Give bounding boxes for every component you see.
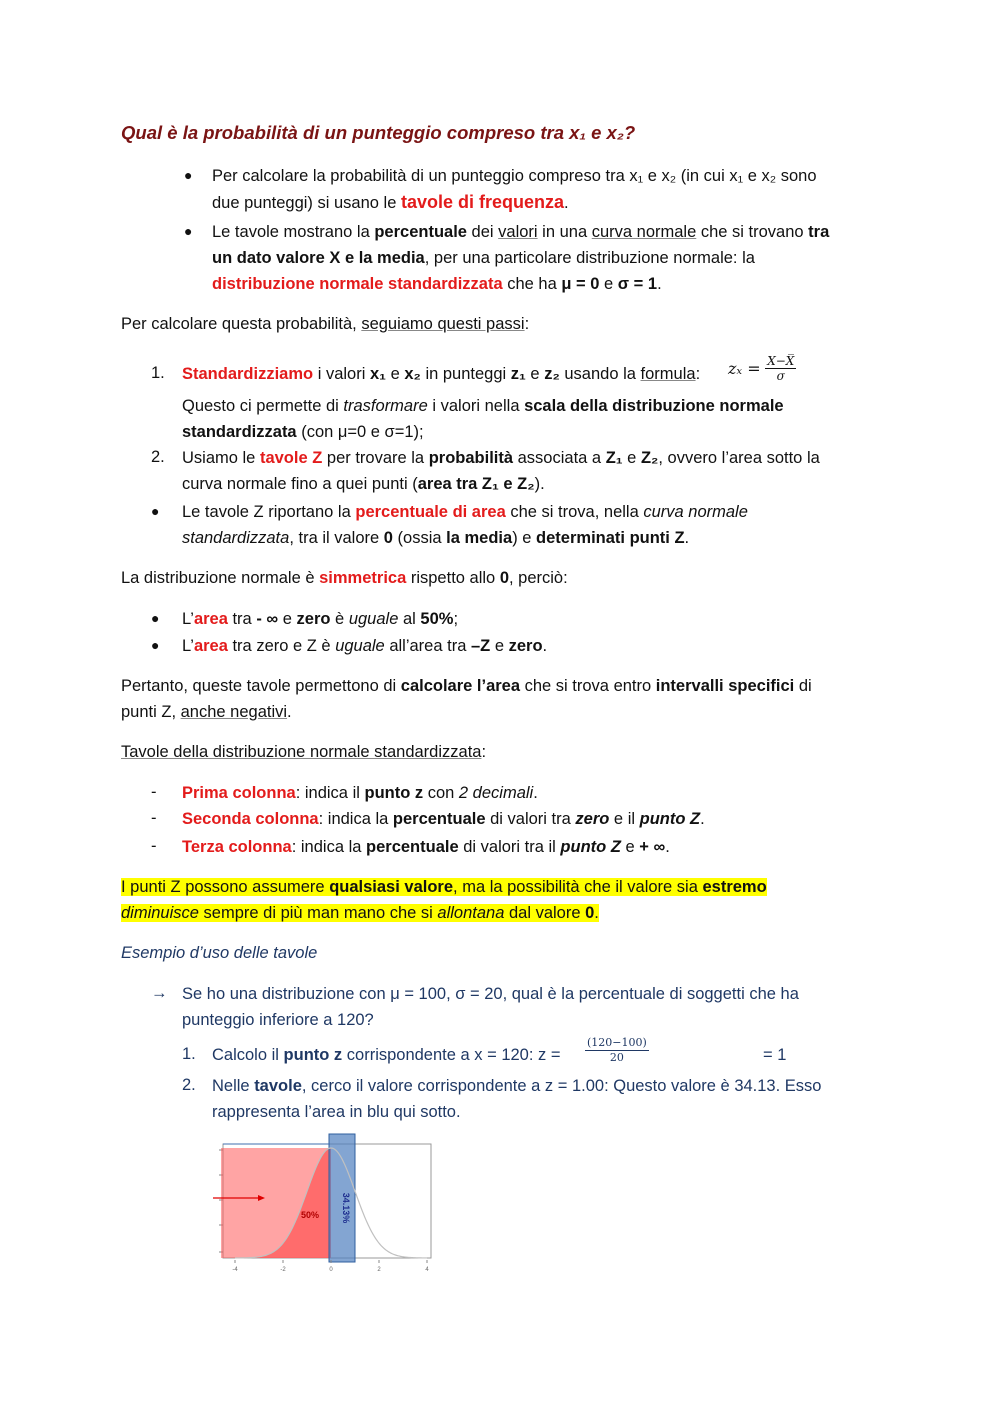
example-step-1-result: = 1 [763,1046,787,1064]
dash: - [151,783,157,801]
step-1-line1: Standardizziamo i valori x₁ e x₂ in punteggi z₁ e z₂ usando la formula: [182,365,701,383]
steps-intro: Per calcolare questa probabilità, seguiamo questi passi: [121,315,530,333]
normal-curve-chart [205,1130,440,1275]
x-tick-label: -4 [232,1267,238,1273]
intro-bullet-2-line1: Le tavole mostrano la percentuale dei valori in una curva normale che si trovano tra [212,223,830,241]
example-step-1: Calcolo il punto z corrispondente a x = 120: z = [212,1046,561,1064]
label-34-percent: 34.13% [341,1192,351,1224]
x-axis-ticks [232,1260,429,1273]
x-tick-label: 0 [329,1267,333,1273]
label-50-percent: 50% [301,1210,320,1220]
symmetry-bullet-1: L’area tra - ∞ e zero è uguale al 50%; [182,610,459,628]
intro-bullet-1-line2: due punteggi) si usano le tavole di frequenza. [212,192,569,212]
example-heading: Esempio d’uso delle tavole [121,944,318,962]
example-question-line2: punteggio inferiore a 120? [182,1011,374,1029]
symmetry-paragraph: La distribuzione normale è simmetrica rispetto allo 0, perciò: [121,569,568,587]
page-title: Qual è la probabilità di un punteggio compreso tra x₁ e x₂? [121,122,636,143]
tables-z-bullet-line1: Le tavole Z riportano la percentuale di area che si trova, nella curva normale [182,503,748,521]
bullet-dot: ● [151,637,160,653]
step-1-line2: Questo ci permette di trasformare i valori nella scala della distribuzione normale [182,397,784,415]
pertanto-line2: punti Z, anche negativi. [121,703,292,721]
example-step-2-line1: Nelle tavole, cerco il valore corrispondente a z = 1.00: Questo valore è 34.13. Esso [212,1077,822,1095]
step-2-number: 2. [151,448,165,466]
bullet-dot: ● [184,167,193,183]
column-3-desc: Terza colonna: indica la percentuale di valori tra il punto Z e + ∞. [182,838,670,856]
bullet-dot: ● [151,610,160,626]
z-formula: zₓ = $\frac{X-X̅}{\sigma}$ [728,354,795,383]
column-2-desc: Seconda colonna: indica la percentuale di valori tra zero e il punto Z. [182,810,705,828]
dash: - [151,837,157,855]
example-step-2-number: 2. [182,1076,196,1094]
dash: - [151,809,157,827]
x-tick-label: -2 [280,1267,286,1273]
tables-heading: Tavole della distribuzione normale standardizzata: [121,743,487,761]
highlight-line1: I punti Z possono assumere qualsiasi valore, ma la possibilità che il valore sia estremo [121,878,767,896]
highlight-line2: diminuisce sempre di più man mano che si allontana dal valore 0. [121,904,599,922]
intro-bullet-1-line1: Per calcolare la probabilità di un punteggio compreso tra x₁ e x₂ (in cui x₁ e x₂ sono [212,167,817,185]
x-tick-label: 4 [425,1267,429,1273]
bullet-dot: ● [184,223,193,239]
step-2-line1: Usiamo le tavole Z per trovare la probabilità associata a Z₁ e Z₂, ovvero l’area sotto la [182,449,820,467]
x-tick-label: 2 [377,1267,381,1273]
example-question-line1: Se ho una distribuzione con μ = 100, σ = 20, qual è la percentuale di soggetti che ha [182,985,799,1003]
step-2-line2: curva normale fino a quei punti (area tra Z₁ e Z₂). [182,475,545,493]
intro-bullet-2-line2: un dato valore X e la media, per una particolare distribuzione normale: la [212,249,755,267]
tables-z-bullet-line2: standardizzata, tra il valore 0 (ossia la media) e determinati punti Z. [182,529,690,547]
intro-bullet-2-line3: distribuzione normale standardizzata che ha μ = 0 e σ = 1. [212,275,662,293]
column-1-desc: Prima colonna: indica il punto z con 2 decimali. [182,784,538,802]
symmetry-bullet-2: L’area tra zero e Z è uguale all’area tra –Z e zero. [182,637,548,655]
region-left-box [221,1148,331,1258]
example-step-2-line2: rappresenta l’area in blu qui sotto. [212,1103,461,1121]
z-fraction: $\frac{(120-100)}{20}$ [587,1036,647,1064]
step-1-number: 1. [151,364,165,382]
arrow-icon: → [151,984,168,1002]
bullet-dot: ● [151,503,160,519]
pertanto-line1: Pertanto, queste tavole permettono di calcolare l’area che si trova entro intervalli specifici di [121,677,812,695]
step-1-line3: standardizzata (con μ=0 e σ=1); [182,423,424,441]
example-step-1-number: 1. [182,1045,196,1063]
